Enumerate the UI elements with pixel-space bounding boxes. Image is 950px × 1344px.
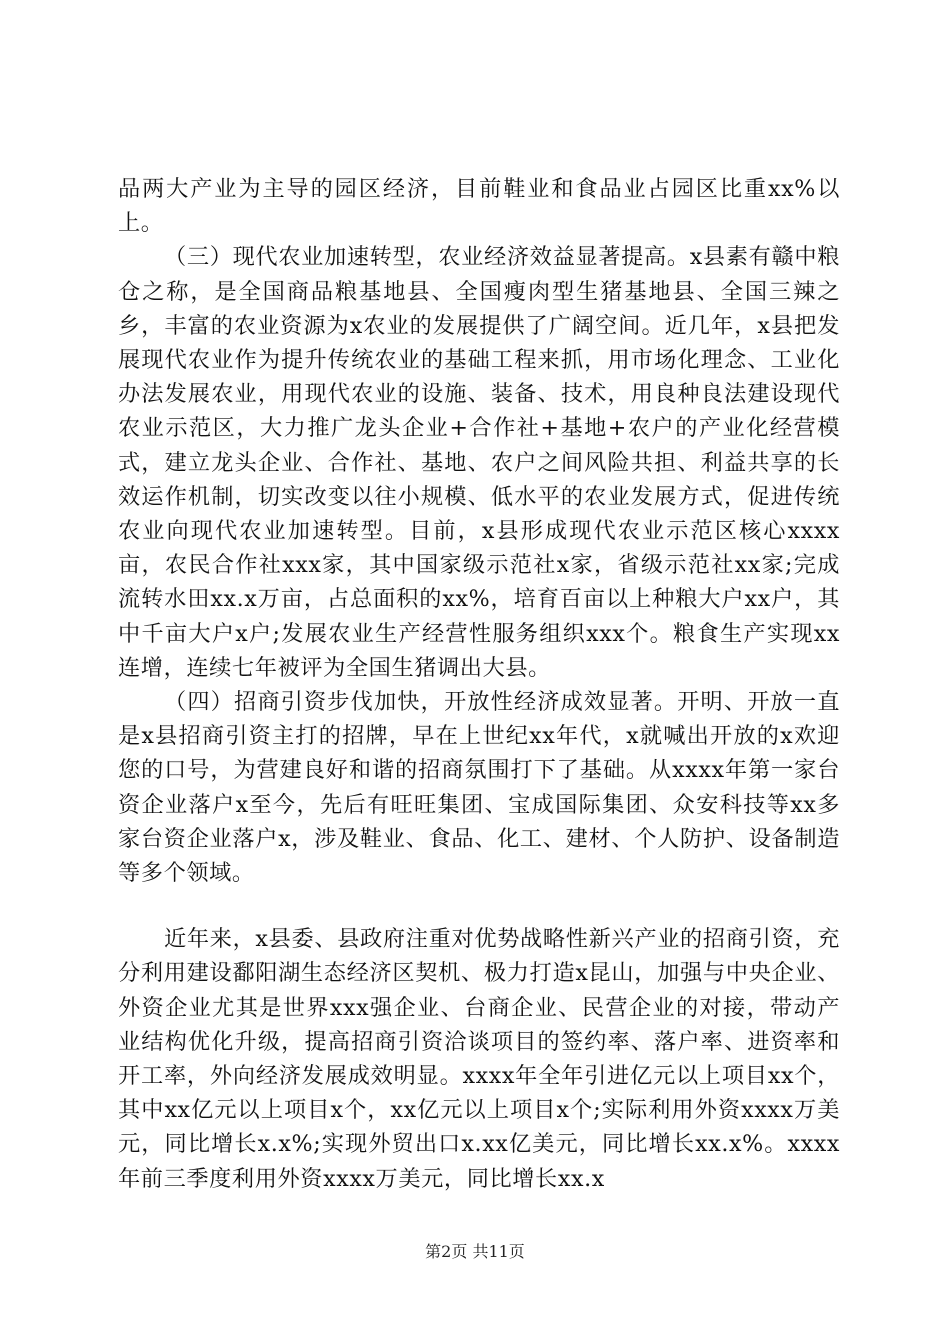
paragraph-investment: （四）招商引资步伐加快，开放性经济成效显著。开明、开放一直是x县招商引资主打的招牌，早在上世纪xx年代，x就喊出开放的x欢迎您的口号，为营建良好和谐的招商氛围打下了基础。从xxxx年第一家台资企业落户x至今，先后有旺旺集团、宝成国际集团、众安科技等xx多家台资企业落户x，涉及鞋业、食品、化工、建材、个人防护、设备制造等多个领域。 [118,689,840,887]
page-number-footer: 第2页 共11页 [425,1242,525,1261]
paragraph-agriculture: （三）现代农业加速转型，农业经济效益显著提高。x县素有赣中粮仓之称，是全国商品粮基地县、全国瘦肉型生猪基地县、全国三辣之乡，丰富的农业资源为x农业的发展提供了广阔空间。近几年，x县把发展现代农业作为提升传统农业的基础工程来抓，用市场化理念、工业化办法发展农业，用现代农业的设施、装备、技术，用良种良法建设现代农业示范区，大力推广龙头企业+合作社+基地+农户的产业化经营模式，建立龙头企业、合作社、基地、农户之间风险共担、利益共享的长效运作机制，切实改变以往小规模、低水平的农业发展方式，促进传统农业向现代农业加速转型。目前，x县形成现代农业示范区核心xxxx亩，农民合作社xxx家，其中国家级示范社x家，省级示范社xx家;完成流转水田xx.x万亩，占总面积的xx%，培育百亩以上种粮大户xx户，其中千亩大户x户;发展农业生产经营性服务组织xxx个。粮食生产实现xx连增，连续七年被评为全国生猪调出大县。 [118,244,840,681]
paragraph-recent-years: 近年来，x县委、县政府注重对优势战略性新兴产业的招商引资，充分利用建设鄱阳湖生态经济区契机、极力打造x昆山，加强与中央企业、外资企业尤其是世界xxx强企业、台商企业、民营企业的对接，带动产业结构优化升级，提高招商引资洽谈项目的签约率、落户率、进资率和开工率，外向经济发展成效明显。xxxx年全年引进亿元以上项目xx个，其中xx亿元以上项目x个，xx亿元以上项目x个;实际利用外资xxxx万美元，同比增长x.x%;实现外贸出口x.xx亿美元，同比增长xx.x%。xxxx年前三季度利用外资xxxx万美元，同比增长xx.x [118,926,840,1192]
paragraph-gap [118,890,840,922]
document-body [118,172,840,1196]
paragraph-continuation: 品两大产业为主导的园区经济，目前鞋业和食品业占园区比重xx%以上。 [118,176,840,237]
